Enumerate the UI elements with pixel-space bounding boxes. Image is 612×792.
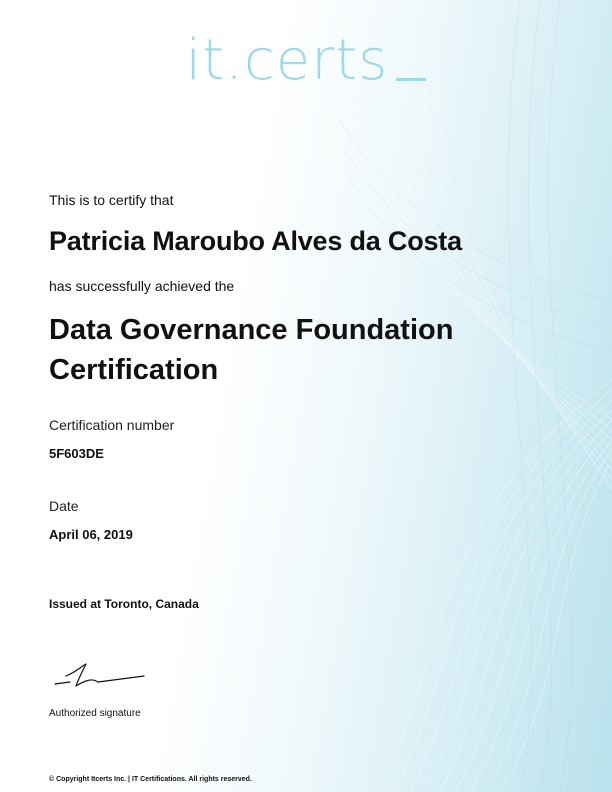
certification-title: Data Governance Foundation Certification <box>49 314 454 386</box>
itcerts-logo <box>0 28 612 93</box>
signature-image <box>52 660 148 690</box>
certification-number-label: Certification number <box>49 417 175 433</box>
issued-location: Issued at Toronto, Canada <box>49 597 199 611</box>
copyright-footer: © Copyright Itcerts Inc. | IT Certifications. All rights reserved. <box>49 776 252 783</box>
signature-label: Authorized signature <box>49 708 141 719</box>
date-value: April 06, 2019 <box>49 527 133 542</box>
recipient-name: Patricia Maroubo Alves da Costa <box>49 226 462 256</box>
certify-intro: This is to certify that <box>49 192 174 208</box>
logo-underscore <box>396 78 426 81</box>
date-label: Date <box>49 498 79 514</box>
certification-number-value: 5F603DE <box>49 446 104 461</box>
logo-text: it.certs <box>185 28 389 93</box>
achieved-text: has successfully achieved the <box>49 278 235 294</box>
